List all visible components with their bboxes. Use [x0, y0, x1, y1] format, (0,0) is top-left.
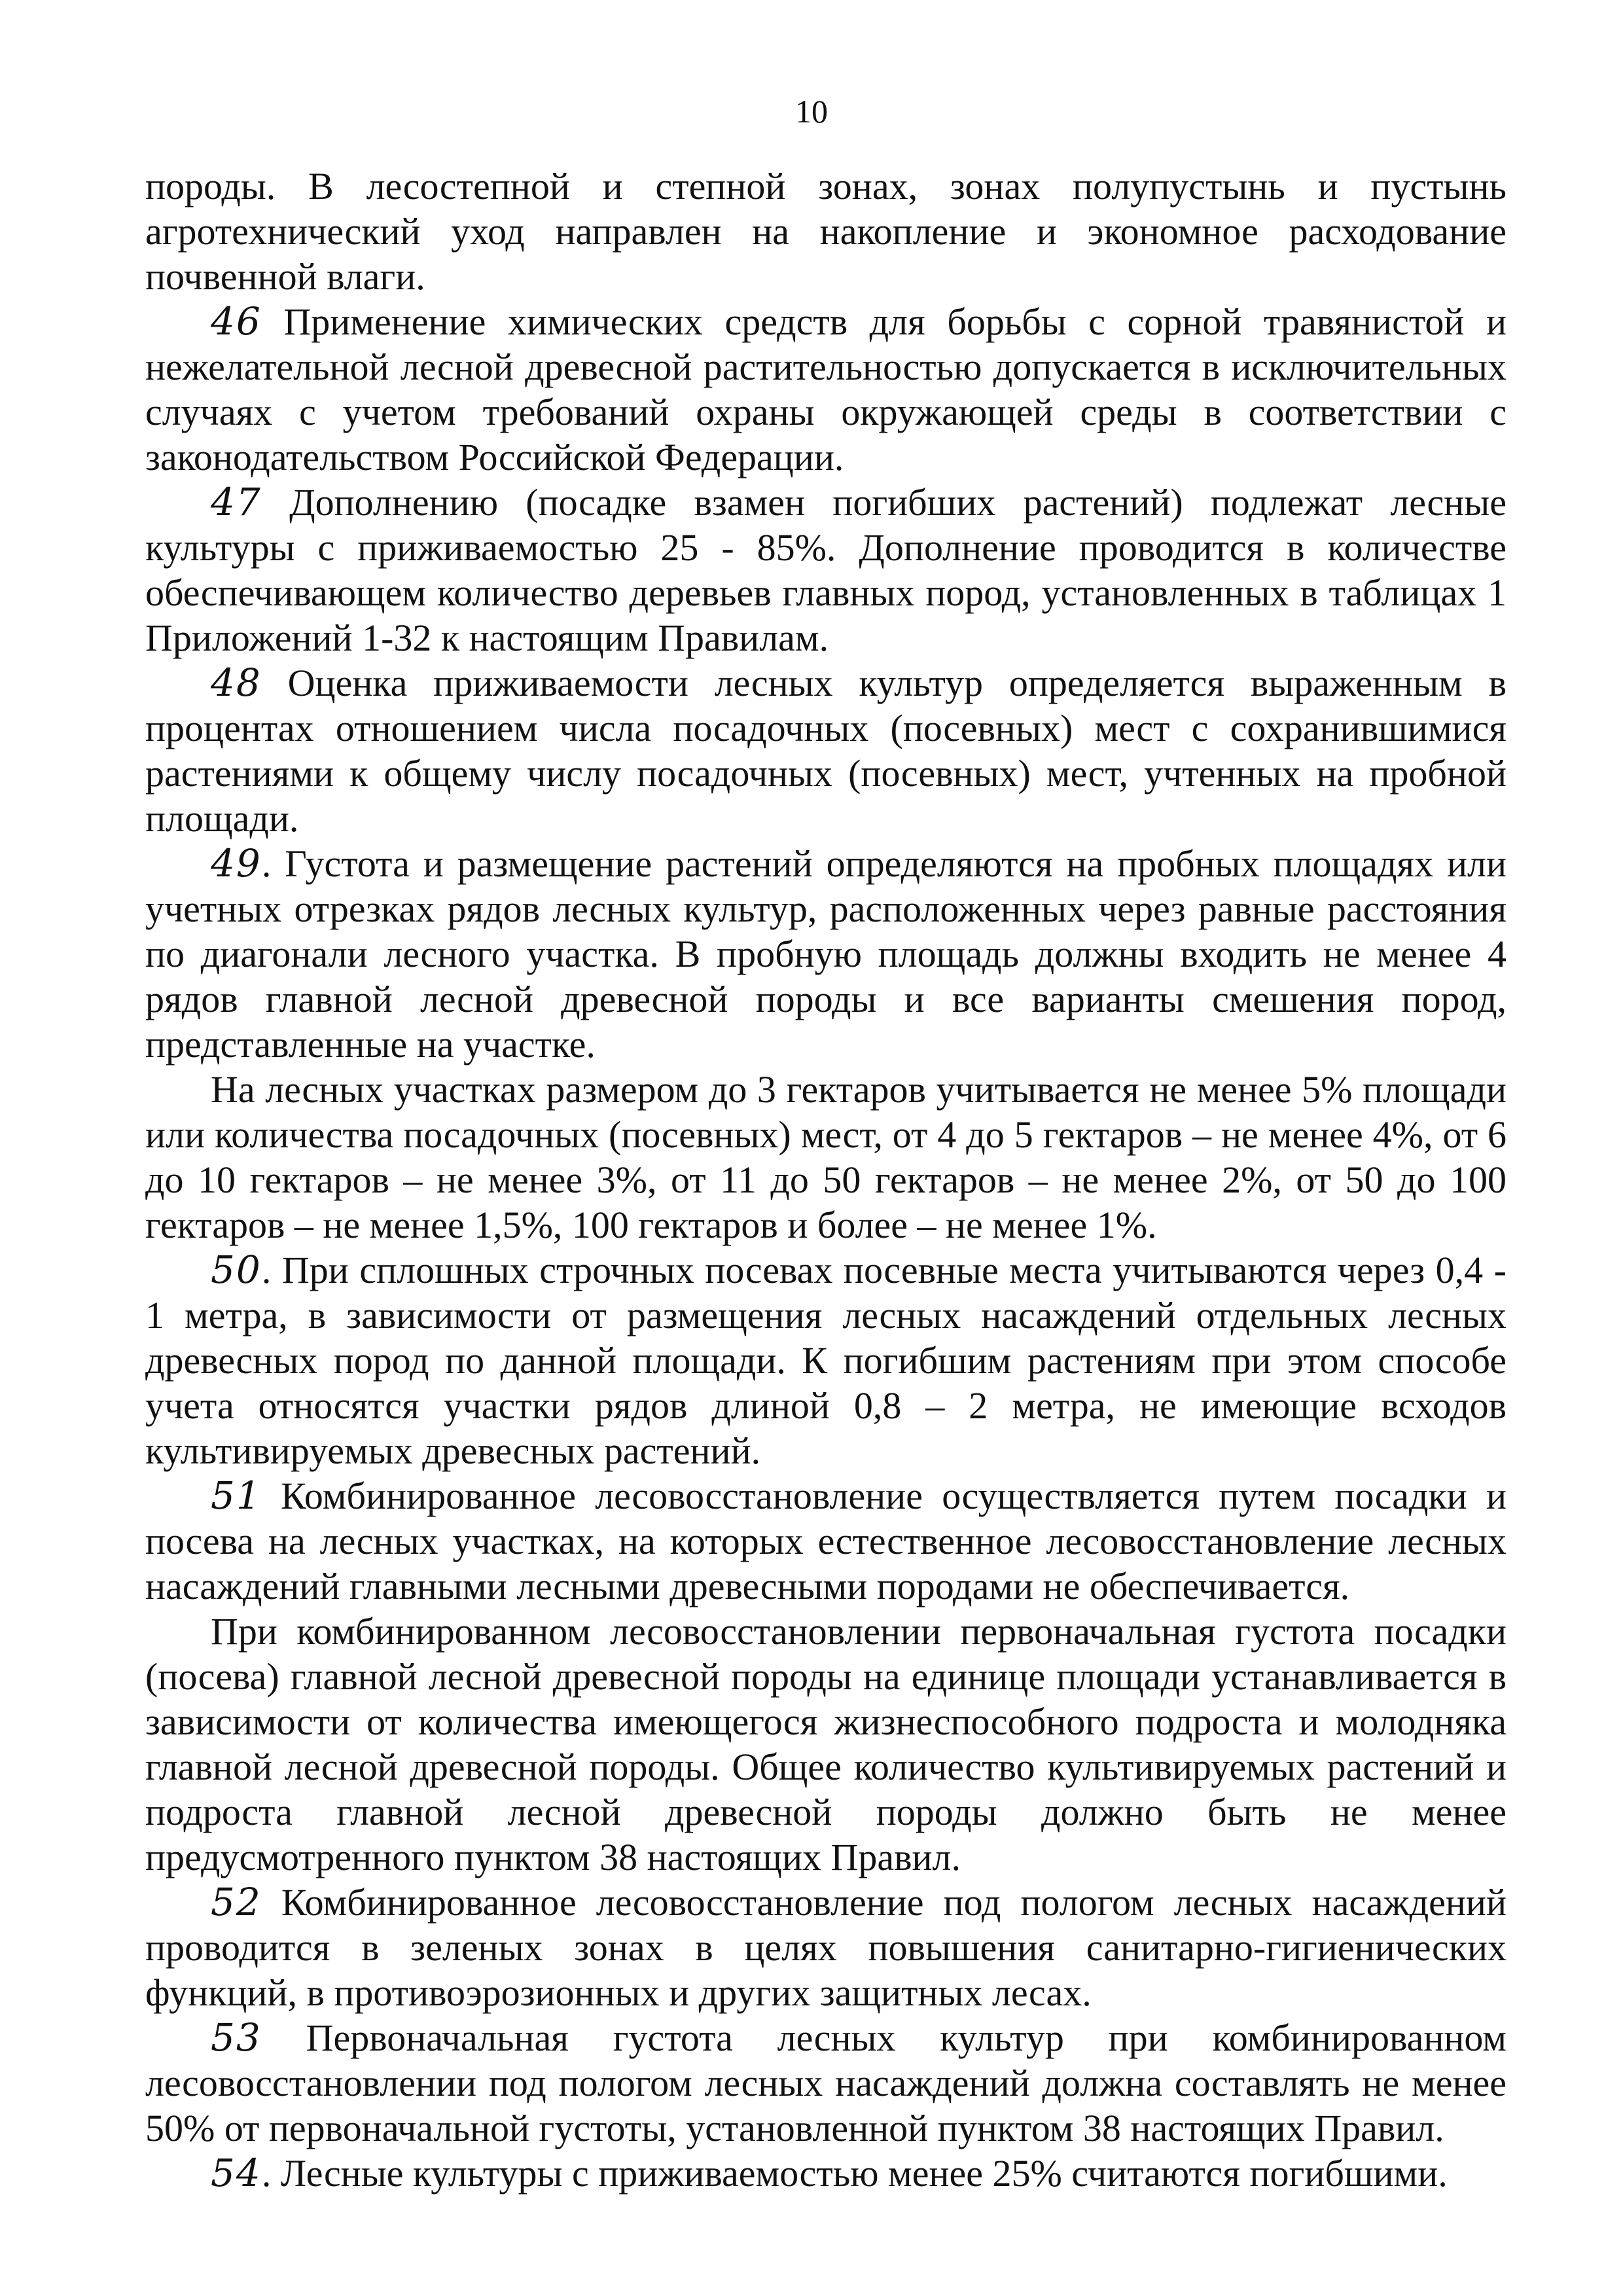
- paragraph-number: 53: [211, 2015, 262, 2060]
- paragraph-text: . При сплошных строчных посевах посевные места учитываются через 0,4 - 1 метра, в зависимости от размещения лесных насаждений отдельных лесных древесных пород по данной площади. К погибшим растениям при этом способе учета относятся участки рядов длиной 0,8 – 2 метра, не имеющие всходов культивируемых древесных растений.: [145, 1249, 1507, 1472]
- paragraph-text: Первоначальная густота лесных культур при комбинированном лесовосстановлении под пологом лесных насаждений должна составлять не менее 50% от первоначальной густоты, установленной пунктом 38 настоящих Правил.: [145, 2017, 1507, 2149]
- paragraph-text: Комбинированное лесовосстановление осуществляется путем посадки и посева на лесных участках, на которых естественное лесовосстановление лесных насаждений главными лесными древесными породами не обеспечивается.: [145, 1475, 1507, 1607]
- paragraph: [145, 660, 1507, 841]
- paragraph: [145, 1880, 1507, 2015]
- paragraph: [145, 480, 1507, 660]
- document-body: [145, 164, 1507, 2196]
- paragraph-number: 48: [211, 660, 262, 705]
- paragraph-text: . Лесные культуры с приживаемостью менее 25% считаются погибшими.: [261, 2152, 1448, 2195]
- paragraph-text: Применение химических средств для борьбы с сорной травянистой и нежелательной лесной древесной растительностью допускается в исключительных случаях с учетом требований охраны окружающей среды в соответствии с законодательством Российской Федерации.: [145, 300, 1507, 478]
- paragraph-number: 47: [211, 480, 262, 524]
- paragraph-text: При комбинированном лесовосстановлении первоначальная густота посадки (посева) главной лесной древесной породы на единице площади устанавливается в зависимости от количества имеющегося жизнеспособного подроста и молодняка главной лесной древесной породы. Общее количество культивируемых растений и подроста главной лесной древесной породы должно быть не менее предусмотренного пунктом 38 настоящих Правил.: [145, 1610, 1507, 1878]
- paragraph-text: Дополнению (посадке взамен погибших растений) подлежат лесные культуры с приживаемостью 25 - 85%. Дополнение проводится в количестве обеспечивающем количество деревьев главных пород, установленных в таблицах 1 Приложений 1-32 к настоящим Правилам.: [145, 481, 1507, 659]
- paragraph-number: 50: [211, 1247, 262, 1292]
- paragraph: [145, 841, 1507, 1067]
- paragraph: [145, 1473, 1507, 1609]
- paragraph: [145, 1247, 1507, 1473]
- paragraph-text: породы. В лесостепной и степной зонах, зонах полупустынь и пустынь агротехнический уход направлен на накопление и экономное расходование почвенной влаги.: [145, 165, 1507, 298]
- paragraph-number: 54: [211, 2151, 262, 2195]
- paragraph: [145, 299, 1507, 480]
- paragraph-text: Оценка приживаемости лесных культур определяется выраженным в процентах отношением числа посадочных (посевных) мест с сохранившимися растениями к общему числу посадочных (посевных) мест, учтенных на пробной площади.: [145, 662, 1507, 840]
- paragraph: [145, 2015, 1507, 2151]
- paragraph-text: На лесных участках размером до 3 гектаров учитывается не менее 5% площади или количества посадочных (посевных) мест, от 4 до 5 гектаров – не менее 4%, от 6 до 10 гектаров – не менее 3%, от 11 до 50 гектаров – не менее 2%, от 50 до 100 гектаров – не менее 1,5%, 100 гектаров и более – не менее 1%.: [145, 1068, 1507, 1246]
- paragraph: [145, 164, 1507, 299]
- paragraph-text: . Густота и размещение растений определяются на пробных площадях или учетных отрезках рядов лесных культур, расположенных через равные расстояния по диагонали лесного участка. В пробную площадь должны входить не менее 4 рядов главной лесной древесной породы и все варианты смешения пород, представленные на участке.: [145, 842, 1507, 1066]
- paragraph-text: Комбинированное лесовосстановление под пологом лесных насаждений проводится в зеленых зонах в целях повышения санитарно-гигиенических функций, в противоэрозионных и других защитных лесах.: [145, 1881, 1507, 2014]
- paragraph-number: 46: [211, 299, 262, 344]
- paragraph-number: 52: [211, 1880, 262, 1924]
- paragraph-number: 51: [211, 1473, 262, 1518]
- page-number: 10: [795, 93, 828, 130]
- paragraph: [145, 2151, 1507, 2196]
- paragraph: [145, 1609, 1507, 1880]
- paragraph: [145, 1067, 1507, 1247]
- paragraph-number: 49: [211, 841, 262, 886]
